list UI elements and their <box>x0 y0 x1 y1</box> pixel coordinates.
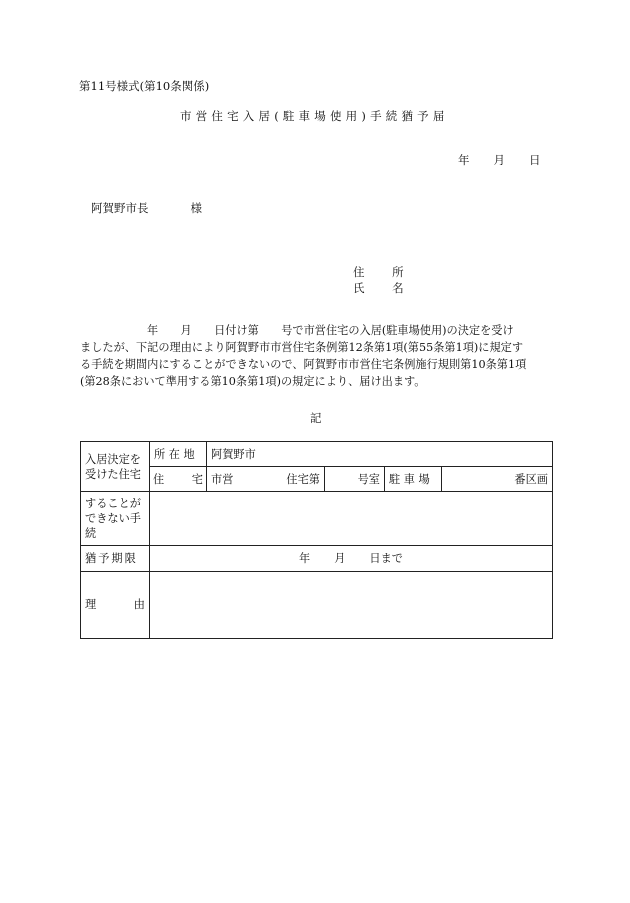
location-value[interactable]: 阿賀野市 <box>207 442 553 467</box>
body-line: (第28条において準用する第10条第1項)の規定により、届け出ます。 <box>80 375 426 388</box>
body-text <box>80 322 553 390</box>
addressee-name: 阿賀野市長 <box>91 201 149 215</box>
date-month: 月 <box>493 153 505 167</box>
deadline-value[interactable]: 年 月 日まで <box>150 545 553 571</box>
reason-label: 理 由 <box>81 571 150 638</box>
housing-decision-label: 入居決定を 受けた住宅 <box>81 442 150 492</box>
ki-heading: 記 <box>310 411 322 425</box>
detail-table <box>80 441 553 639</box>
form-number: 第11号様式(第10条関係) <box>79 79 210 93</box>
room-value[interactable]: 号室 <box>325 467 385 492</box>
date-day: 日 <box>529 153 541 167</box>
procedure-value[interactable] <box>150 492 553 545</box>
body-line: る手続を期間内にすることができないので、阿賀野市市営住宅条例施行規則第10条第1項 <box>80 358 527 371</box>
applicant-block <box>353 264 416 296</box>
date-year: 年 <box>458 153 470 167</box>
date-line <box>458 155 541 167</box>
body-line: ましたが、下記の理由により阿賀野市市営住宅条例第12条第1項(第55条第1項)に規定す <box>80 341 524 354</box>
housing-value[interactable]: 市営 住宅第 <box>207 467 325 492</box>
procedure-label: することが できない手 続 <box>81 492 150 545</box>
name-label: 氏 名 <box>353 281 416 295</box>
addressee-suffix: 様 <box>190 201 202 215</box>
deadline-label: 猶予期限 <box>81 545 150 571</box>
form-title: 市営住宅入居(駐車場使用)手続猶予届 <box>180 109 449 123</box>
location-label: 所 在 地 <box>150 442 207 467</box>
parking-label: 駐 車 場 <box>385 467 442 492</box>
body-line: 年 月 日付け第 号で市営住宅の入居(駐車場使用)の決定を受け <box>91 324 514 337</box>
address-label: 住 所 <box>353 265 416 279</box>
addressee <box>91 203 202 215</box>
reason-value[interactable] <box>150 571 553 638</box>
housing-label: 住 宅 <box>150 467 207 492</box>
parking-section[interactable]: 番区画 <box>442 467 553 492</box>
